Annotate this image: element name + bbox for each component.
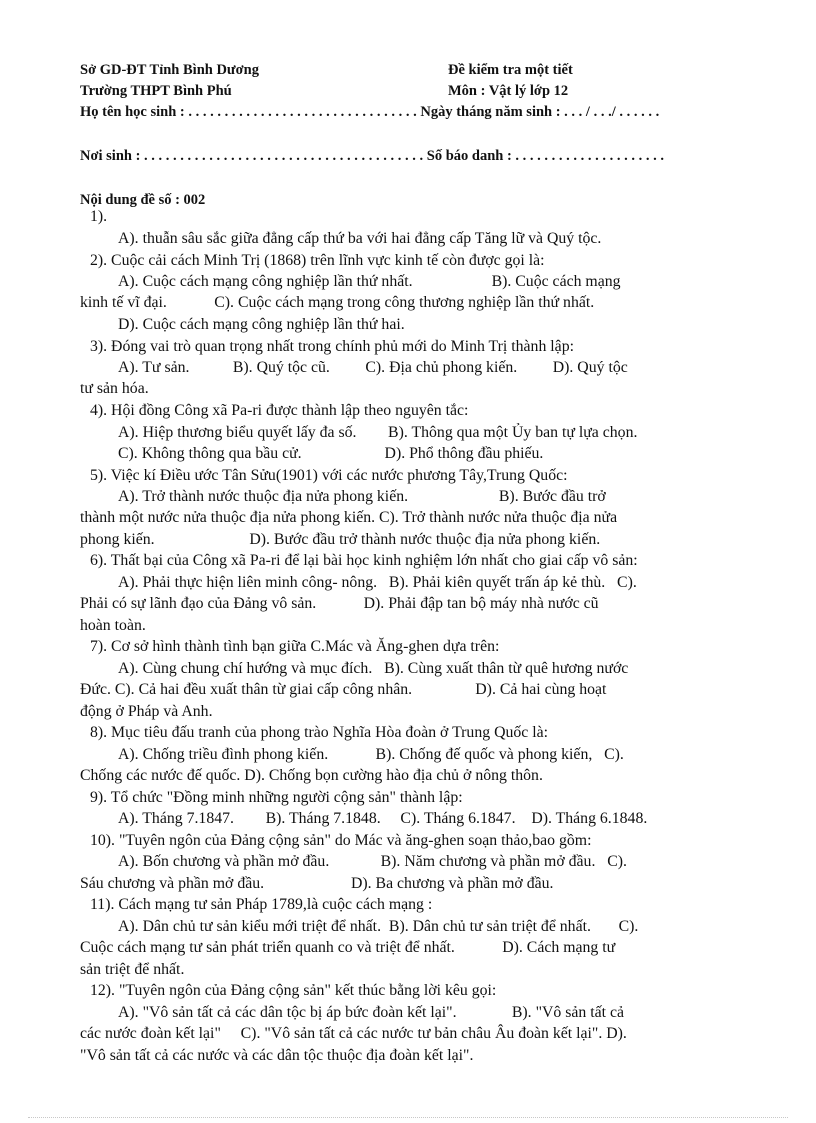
- question-line: 3). Đóng vai trò quan trọng nhất trong chính phủ mới do Minh Trị thành lập:: [90, 338, 574, 355]
- question-line: Sáu chương và phần mở đầu. D). Ba chương và phần mở đầu.: [80, 875, 554, 892]
- question-line: Đức. C). Cả hai đều xuất thân từ giai cấp công nhân. D). Cả hai cùng hoạt: [80, 681, 607, 698]
- question-line: tư sản hóa.: [80, 380, 149, 397]
- question-line: 10). "Tuyên ngôn của Đảng cộng sản" do Mác và ăng-ghen soạn thảo,bao gồm:: [90, 832, 592, 849]
- question-line: A). Chống triều đình phong kiến. B). Chống đế quốc và phong kiến, C).: [118, 746, 624, 763]
- question-line: A). Cùng chung chí hướng và mục đích. B). Cùng xuất thân từ quê hương nước: [118, 660, 629, 677]
- subject: Môn : Vật lý lớp 12: [448, 83, 569, 99]
- question-line: "Vô sản tất cả các nước và các dân tộc thuộc địa đoàn kết lại".: [80, 1047, 474, 1064]
- question-line: phong kiến. D). Bước đầu trở thành nước thuộc địa nửa phong kiến.: [80, 531, 601, 548]
- birthplace-field: Nơi sinh : . . . . . . . . . . . . . . . . . . . . . . . . . . . . . . . . . . . . . . . Số báo danh : . . . . . . . . . . . . . . . . . . . . .: [80, 148, 665, 164]
- dept-name: Sở GD-ĐT Tỉnh Bình Dương: [80, 62, 259, 78]
- question-line: 2). Cuộc cải cách Minh Trị (1868) trên lĩnh vực kinh tế còn được gọi là:: [90, 252, 545, 269]
- content-title: Nội dung đề số : 002: [80, 192, 206, 208]
- question-line: A). Bốn chương và phần mở đầu. B). Năm chương và phần mở đầu. C).: [118, 853, 628, 870]
- question-line: Phải có sự lãnh đạo của Đảng vô sản. D). Phải đập tan bộ máy nhà nước cũ: [80, 595, 599, 612]
- question-line: các nước đoàn kết lại" C). "Vô sản tất cả các nước tư bản châu Âu đoàn kết lại". D).: [80, 1025, 627, 1042]
- question-line: Chống các nước đế quốc. D). Chống bọn cường hào địa chủ ở nông thôn.: [80, 767, 543, 784]
- question-line: A). Tư sản. B). Quý tộc cũ. C). Địa chủ phong kiến. D). Quý tộc: [118, 359, 628, 376]
- question-line: 11). Cách mạng tư sản Pháp 1789,là cuộc cách mạng :: [90, 896, 433, 913]
- question-line: A). Phải thực hiện liên minh công- nông. B). Phải kiên quyết trấn áp kẻ thù. C).: [118, 574, 637, 591]
- question-line: 8). Mục tiêu đấu tranh của phong trào Nghĩa Hòa đoàn ở Trung Quốc là:: [90, 724, 549, 741]
- question-line: A). Tháng 7.1847. B). Tháng 7.1848. C). Tháng 6.1847. D). Tháng 6.1848.: [118, 810, 648, 827]
- question-line: 6). Thất bại của Công xã Pa-ri để lại bài học kinh nghiệm lớn nhất cho giai cấp vô sản:: [90, 552, 638, 569]
- student-name-field: Họ tên học sinh : . . . . . . . . . . . . . . . . . . . . . . . . . . . . . . . . Ngày tháng năm sinh : . . . / . . ./ . . . . . .: [80, 104, 660, 120]
- question-line: A). Cuộc cách mạng công nghiệp lần thứ nhất. B). Cuộc cách mạng: [118, 273, 621, 290]
- question-line: Cuộc cách mạng tư sản phát triển quanh co và triệt để nhất. D). Cách mạng tư: [80, 939, 616, 956]
- question-line: 4). Hội đồng Công xã Pa-ri được thành lập theo nguyên tắc:: [90, 402, 469, 419]
- question-line: 12). "Tuyên ngôn của Đảng cộng sản" kết thúc bằng lời kêu gọi:: [90, 982, 497, 999]
- page-bottom-divider: [28, 1117, 788, 1118]
- school-name: Trường THPT Bình Phú: [80, 83, 232, 99]
- question-line: động ở Pháp và Anh.: [80, 703, 213, 720]
- question-line: D). Cuộc cách mạng công nghiệp lần thứ hai.: [118, 316, 405, 333]
- question-line: hoàn toàn.: [80, 617, 146, 634]
- question-line: 5). Việc kí Điều ước Tân Sửu(1901) với các nước phương Tây,Trung Quốc:: [90, 467, 568, 484]
- question-line: C). Không thông qua bầu cử. D). Phổ thông đầu phiếu.: [118, 445, 544, 462]
- question-line: thành một nước nửa thuộc địa nửa phong kiến. C). Trở thành nước nửa thuộc địa nửa: [80, 509, 618, 526]
- question-line: A). thuẫn sâu sắc giữa đẳng cấp thứ ba với hai đẳng cấp Tăng lữ và Quý tộc.: [118, 230, 602, 247]
- question-line: A). "Vô sản tất cả các dân tộc bị áp bức đoàn kết lại". B). "Vô sản tất cả: [118, 1004, 625, 1021]
- question-line: 7). Cơ sở hình thành tình bạn giữa C.Mác và Ăng-ghen dựa trên:: [90, 638, 500, 655]
- question-line: 9). Tổ chức "Đồng minh những người cộng sản" thành lập:: [90, 789, 463, 806]
- question-line: A). Hiệp thương biểu quyết lấy đa số. B). Thông qua một Ủy ban tự lựa chọn.: [118, 424, 638, 441]
- question-line: 1).: [90, 208, 108, 225]
- exam-title: Đề kiểm tra một tiết: [448, 62, 573, 78]
- question-line: A). Trở thành nước thuộc địa nửa phong kiến. B). Bước đầu trở: [118, 488, 606, 505]
- question-line: kinh tế vĩ đại. C). Cuộc cách mạng trong công thương nghiệp lần thứ nhất.: [80, 294, 595, 311]
- question-line: sản triệt để nhất.: [80, 961, 185, 978]
- question-line: A). Dân chủ tư sản kiểu mới triệt để nhất. B). Dân chủ tư sản triệt để nhất. C).: [118, 918, 639, 935]
